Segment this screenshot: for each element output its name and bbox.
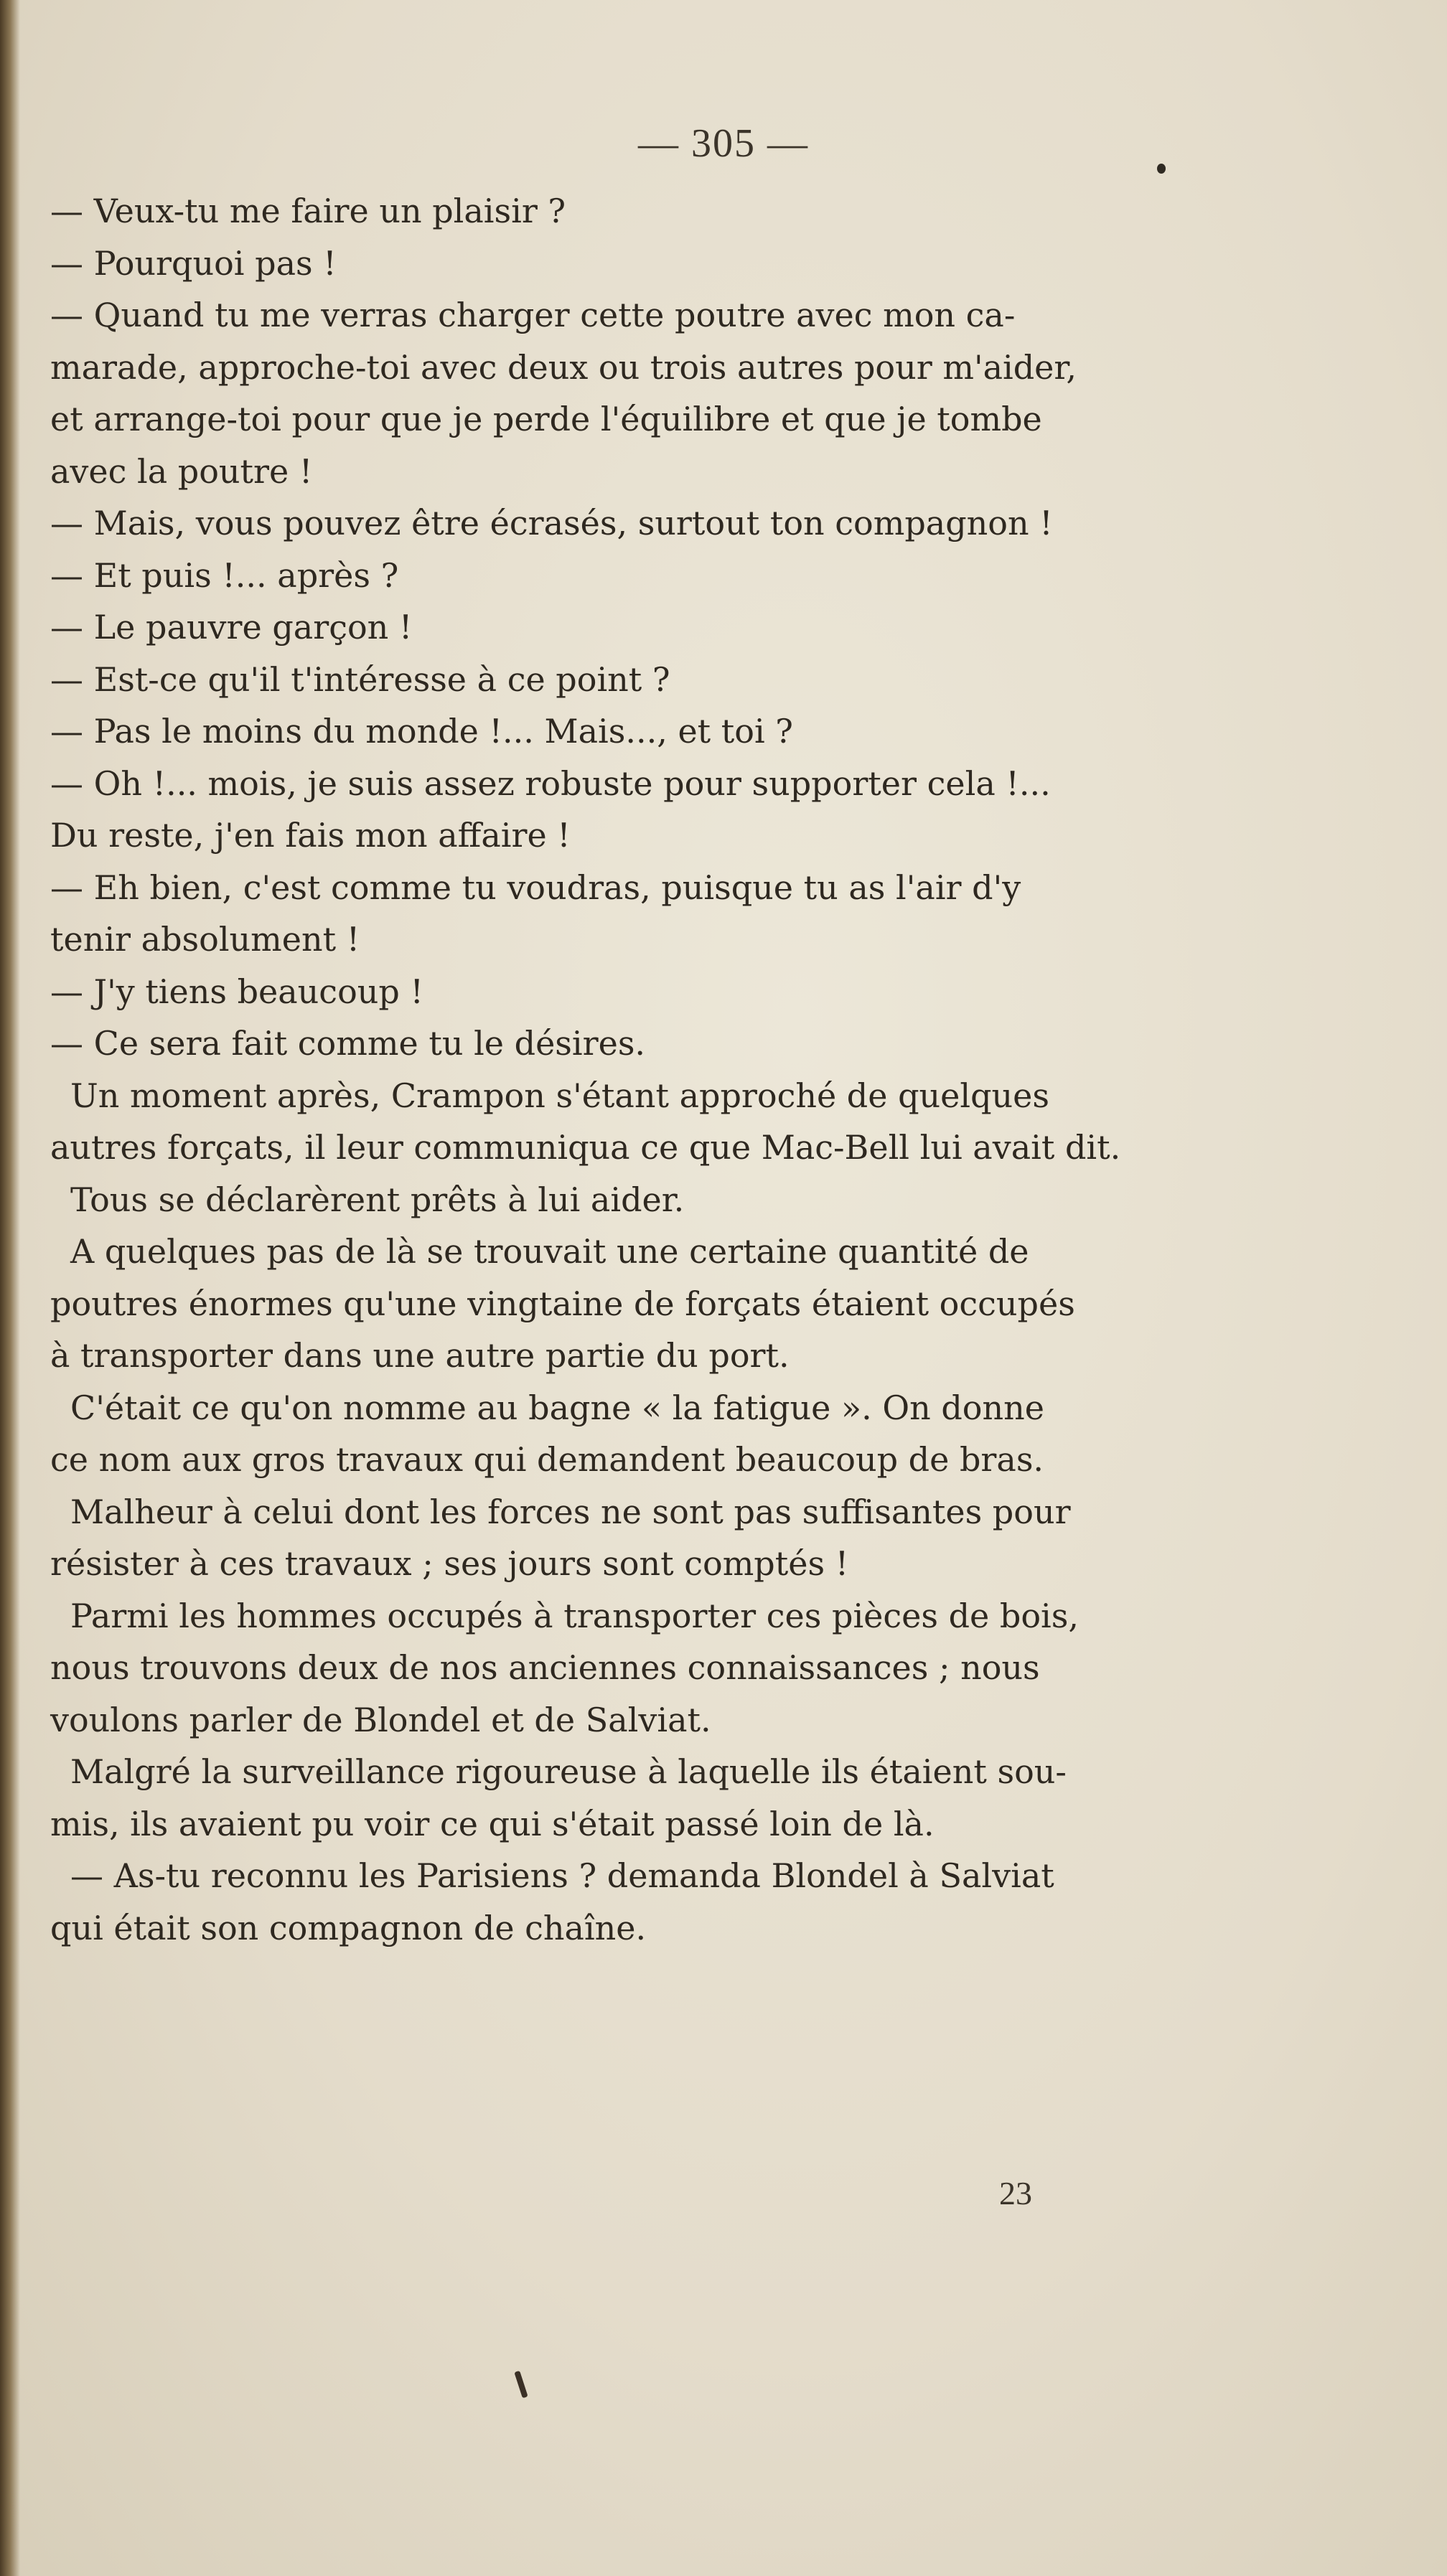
text-line: — Le pauvre garçon !: [50, 608, 413, 647]
text-line: Un moment après, Crampon s'étant approché de quelques: [70, 1076, 1050, 1115]
text-line: — As-tu reconnu les Parisiens ? demanda Blondel à Salviat: [70, 1856, 1054, 1895]
text-line: — Et puis !... après ?: [50, 555, 399, 595]
text-line: — Est-ce qu'il t'intéresse à ce point ?: [50, 659, 670, 699]
text-line: ce nom aux gros travaux qui demandent beaucoup de bras.: [50, 1440, 1044, 1479]
text-line: nous trouvons deux de nos anciennes connaissances ; nous: [50, 1648, 1040, 1687]
text-line: avec la poutre !: [50, 451, 313, 491]
text-line: à transporter dans une autre partie du port.: [50, 1336, 790, 1375]
signature-mark: 23: [999, 2175, 1032, 2211]
body-text: [50, 185, 1184, 1954]
text-line: — J'y tiens beaucoup !: [50, 972, 423, 1011]
page-number-header: — 305 —: [638, 121, 809, 166]
text-line: tenir absolument !: [50, 920, 360, 959]
text-line: — Pas le moins du monde !... Mais..., et toi ?: [50, 712, 793, 751]
text-line: Tous se déclarèrent prêts à lui aider.: [70, 1180, 685, 1219]
text-line: poutres énormes qu'une vingtaine de forçats étaient occupés: [50, 1284, 1075, 1323]
page-binding-shadow: [0, 0, 20, 2576]
text-line: — Oh !... mois, je suis assez robuste pour supporter cela !...: [50, 763, 1051, 803]
text-line: — Veux-tu me faire un plaisir ?: [50, 192, 566, 230]
text-line: Parmi les hommes occupés à transporter ces pièces de bois,: [70, 1596, 1079, 1635]
text-line: A quelques pas de là se trouvait une certaine quantité de: [70, 1232, 1029, 1271]
text-line: autres forçats, il leur communiqua ce que Mac-Bell lui avait dit.: [50, 1128, 1121, 1167]
text-line: — Ce sera fait comme tu le désires.: [50, 1024, 646, 1063]
text-line: résister à ces travaux ; ses jours sont comptés !: [50, 1544, 849, 1583]
text-line: — Quand tu me verras charger cette poutre avec mon ca-: [50, 296, 1016, 334]
text-line: marade, approche-toi avec deux ou trois autres pour m'aider,: [50, 347, 1077, 387]
text-line: — Eh bien, c'est comme tu voudras, puisque tu as l'air d'y: [50, 868, 1021, 907]
text-line: C'était ce qu'on nomme au bagne « la fatigue ». On donne: [70, 1388, 1044, 1427]
text-line: Du reste, j'en fais mon affaire !: [50, 816, 571, 855]
text-line: mis, ils avaient pu voir ce qui s'était passé loin de là.: [50, 1804, 935, 1843]
text-line: et arrange-toi pour que je perde l'équilibre et que je tombe: [50, 400, 1042, 438]
text-line: qui était son compagnon de chaîne.: [50, 1908, 647, 1947]
text-line: — Mais, vous pouvez être écrasés, surtout ton compagnon !: [50, 504, 1053, 542]
text-line: Malgré la surveillance rigoureuse à laquelle ils étaient sou-: [70, 1752, 1067, 1791]
ink-speck: [514, 2371, 528, 2399]
text-line: voulons parler de Blondel et de Salviat.: [50, 1700, 711, 1739]
text-line: Malheur à celui dont les forces ne sont pas suffisantes pour: [70, 1492, 1071, 1531]
text-line: — Pourquoi pas !: [50, 243, 337, 283]
